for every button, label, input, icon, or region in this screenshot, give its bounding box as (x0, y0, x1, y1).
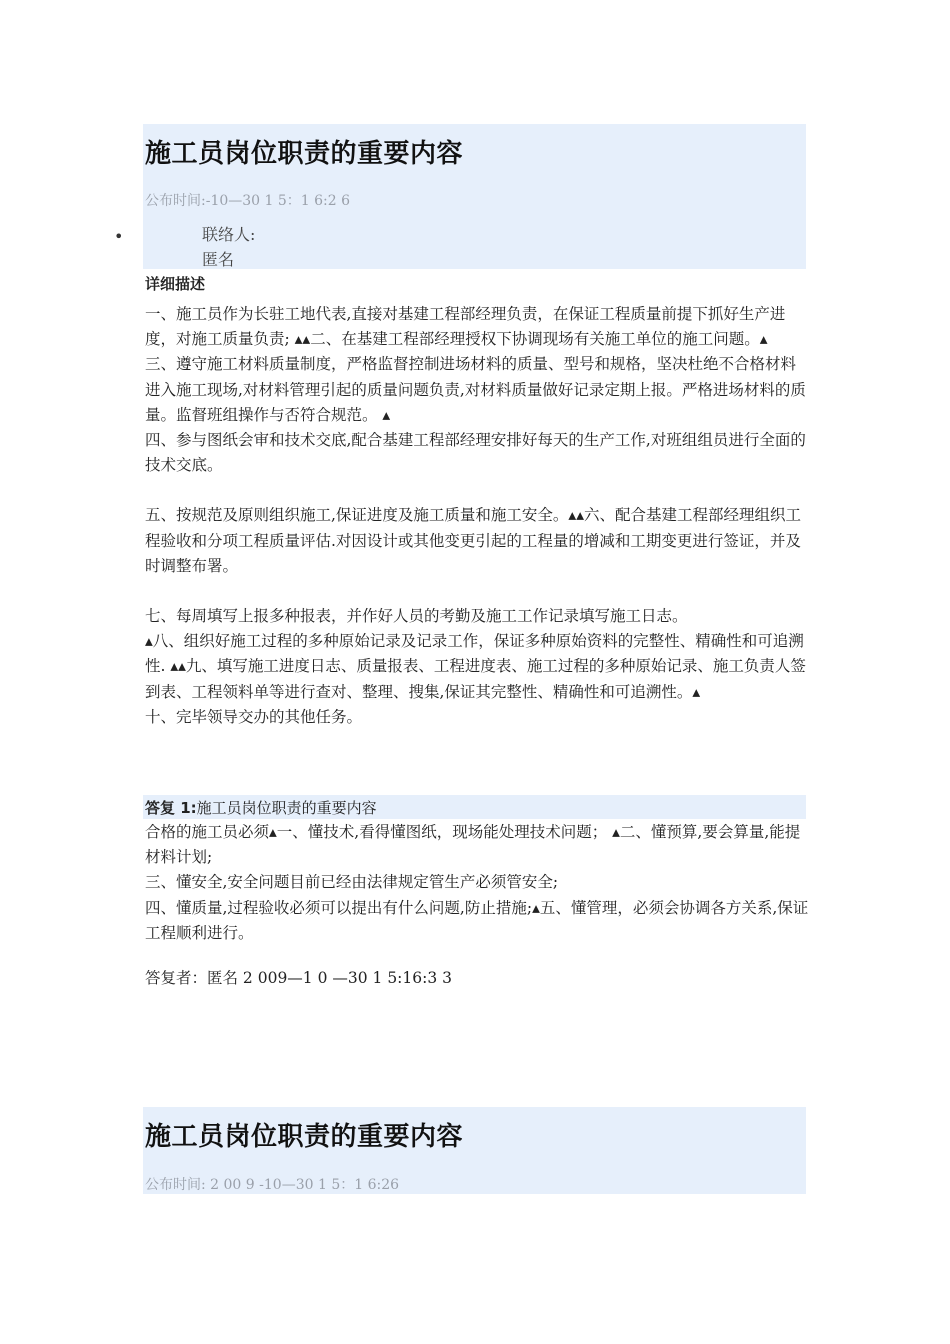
replier-info: 答复者：匿名 2 009—1 0 —30 1 5:16:3 3 (145, 969, 452, 987)
publish-time: 公布时间: 2 00 9 -10—30 1 5：1 6:26 (145, 1177, 400, 1193)
publish-time: 公布时间:-10—30 1 5：1 6:2 6 (145, 193, 351, 209)
reply-paragraph: 三、懂安全,安全问题目前已经由法律规定管生产必须管安全; (145, 873, 559, 892)
reply-header (145, 797, 377, 818)
contact-label: 联络人: (202, 225, 256, 244)
reply-paragraph: 四、懂质量,过程验收必须可以提出有什么问题,防止措施;▴五、懂管理，必须会协调各方关系,保证工程顺利进行。 (145, 898, 809, 942)
paragraph: ▴八、组织好施工过程的多种原始记录及记录工作，保证多种原始资料的完整性、精确性和可追溯性. ▴▴九、填写施工进度日志、质量报表、工程进度表、施工过程的多种原始记录、施工负责人签到表、工程领料单等进行查对、整理、搜集,保证其完整性、精确性和可追溯性。▴ (145, 632, 806, 701)
paragraph: 一、施工员作为长驻工地代表,直接对基建工程部经理负责，在保证工程质量前提下抓好生产进度，对施工质量负责; ▴▴二、在基建工程部经理授权下协调现场有关施工单位的施工问题。▴ (145, 305, 786, 349)
post-body (145, 302, 810, 730)
paragraph: 四、参与图纸会审和技术交底,配合基建工程部经理安排好每天的生产工作,对班组组员进行全面的技术交底。 (145, 431, 806, 475)
bullet-icon: • (114, 227, 124, 246)
paragraph: 十、完毕领导交办的其他任务。 (145, 707, 363, 726)
reply-label: 答复 1: (145, 799, 197, 817)
post-title: 施工员岗位职责的重要内容 (145, 139, 464, 169)
paragraph: 七、每周填写上报多种报表，并作好人员的考勤及施工工作记录填写施工日志。 (145, 607, 688, 626)
reply-title: 施工员岗位职责的重要内容 (196, 799, 377, 817)
paragraph: 五、按规范及原则组织施工,保证进度及施工质量和施工安全。▴▴六、配合基建工程部经理组织工程验收和分项工程质量评估.对因设计或其他变更引起的工程量的增减和工期变更进行签证，并及时调整布署。 (145, 506, 801, 575)
paragraph: 三、遵守施工材料质量制度，严格监督控制进场材料的质量、型号和规格，坚决杜绝不合格材料进入施工现场,对材料管理引起的质量问题负责,对材料质量做好记录定期上报。严格进场材料的质量。监督班组操作与否符合规范。 ▴ (145, 355, 806, 424)
reply-paragraph: 合格的施工员必须▴一、懂技术,看得懂图纸，现场能处理技术问题； ▴二、懂预算,要会算量,能提材料计划; (145, 823, 801, 867)
contact-name: 匿名 (202, 250, 235, 269)
post-title: 施工员岗位职责的重要内容 (145, 1122, 464, 1152)
reply-body (145, 820, 810, 946)
section-label: 详细描述 (145, 275, 206, 293)
